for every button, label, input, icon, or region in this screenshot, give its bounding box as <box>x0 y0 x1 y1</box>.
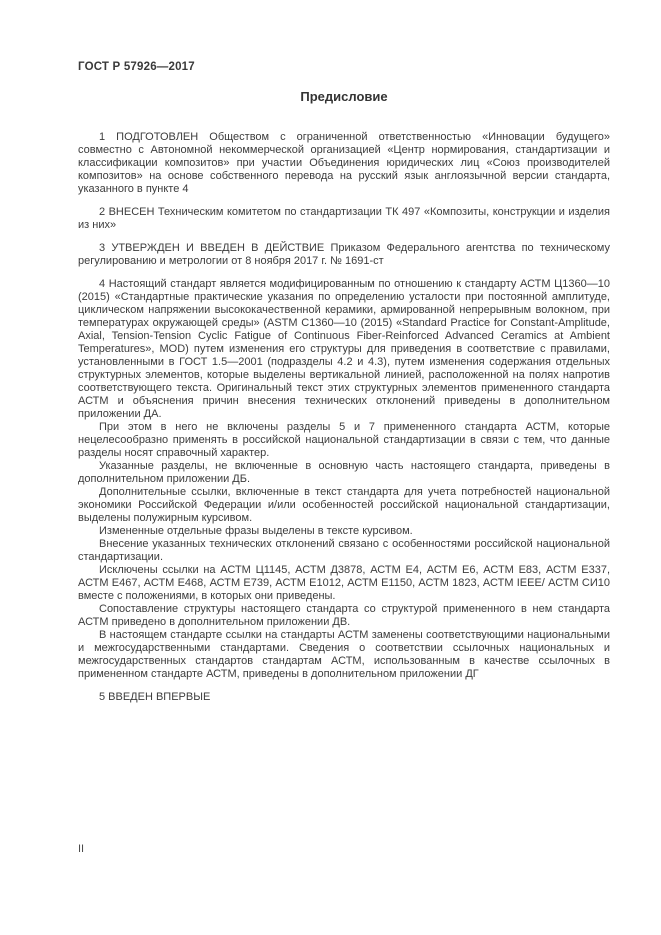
page-title: Предисловие <box>300 89 388 104</box>
foreword-paragraph-1: 1 ПОДГОТОВЛЕН Обществом с ограниченной ответственностью «Инновации будущего» совместно с Автономной некоммерческой организацией «Центр нормирования, стандартизации и классификации композитов» при участии Объединения юридических лиц «Союз производителей композитов» на основе собственного перевода на русский язык англоязычной версии стандарта, указанного в пункте 4 <box>78 131 610 195</box>
foreword-paragraph-8: Измененные отдельные фразы выделены в тексте курсивом. <box>99 525 413 537</box>
foreword-paragraph-5: При этом в него не включены разделы 5 и 7 примененного стандарта АСТМ, которые нецелесообразно применять в российской национальной стандартизации в связи с тем, что данные разделы носят справочный характер. <box>78 421 610 459</box>
doc-number: ГОСТ Р 57926—2017 <box>78 61 195 73</box>
foreword-paragraph-10: Исключены ссылки на АСТМ Ц1145, АСТМ Д3878, АСТМ Е4, АСТМ Е6, АСТМ Е83, АСТМ Е337, АСТМ Е467, АСТМ Е468, АСТМ Е739, АСТМ Е1012, АСТМ Е1150, АСТМ 1823, АСТМ IEEE/ АСТМ СИ10 вместе с положениями, в которых они приведены. <box>78 564 610 602</box>
foreword-paragraph-12: В настоящем стандарте ссылки на стандарты АСТМ заменены соответствующими национальными и межгосударственными стандартами. Сведения о соответствии ссылочных национальных и межгосударственных стандартов стандартам АСТМ, использованным в качестве ссылочных в примененном стандарте АСТМ, приведены в дополнительном приложении ДГ <box>78 629 610 680</box>
foreword-paragraph-4: 4 Настоящий стандарт является модифицированным по отношению к стандарту АСТМ Ц1360—10 (2015) «Стандартные практические указания по определению усталости при постоянной амплитуде, циклическом напряжении высококачественной керамики, армированной непрерывным волокном, при температурах окружающей среды» (ASTM C1360—10 (2015) «Standard Practice for Constant-Amplitude, Axial, Tension-Tension Cyclic Fatigue of Continuous Fiber-Reinforced Advanced Ceramics at Ambient Temperatures», MOD) путем изменения его структуры для приведения в соответствие с правилами, установленными в ГОСТ 1.5—2001 (подразделы 4.2 и 4.3), путем изменения содержания отдельных структурных элементов, которые выделены вертикальной линией, расположенной на полях напротив соответствующего текста. Оригинальный текст этих структурных элементов примененного стандарта АСТМ и объяснения причин внесения технических отклонений приведены в дополнительном приложении ДА. <box>78 278 610 420</box>
foreword-paragraph-13: 5 ВВЕДЕН ВПЕРВЫЕ <box>99 691 211 703</box>
page-number: II <box>78 843 85 855</box>
foreword-paragraph-11: Сопоставление структуры настоящего стандарта со структурой примененного в нем стандарта АСТМ приведено в дополнительном приложении ДВ. <box>78 603 610 628</box>
foreword-paragraph-9: Внесение указанных технических отклонений связано с особенностями российской национальной стандартизации. <box>78 538 610 563</box>
foreword-paragraph-6: Указанные разделы, не включенные в основную часть настоящего стандарта, приведены в дополнительном приложении ДБ. <box>78 460 610 485</box>
foreword-paragraph-2: 2 ВНЕСЕН Техническим комитетом по стандартизации ТК 497 «Композиты, конструкции и изделия из них» <box>78 206 610 231</box>
foreword-paragraph-7: Дополнительные ссылки, включенные в текст стандарта для учета потребностей национальной экономики Российской Федерации и/или особенностей российской национальной стандартизации, выделены полужирным курсивом. <box>78 486 610 524</box>
foreword-paragraph-3: 3 УТВЕРЖДЕН И ВВЕДЕН В ДЕЙСТВИЕ Приказом Федерального агентства по техническому регулированию и метрологии от 8 ноября 2017 г. № 1691-ст <box>78 242 610 267</box>
foreword-body <box>78 121 610 704</box>
